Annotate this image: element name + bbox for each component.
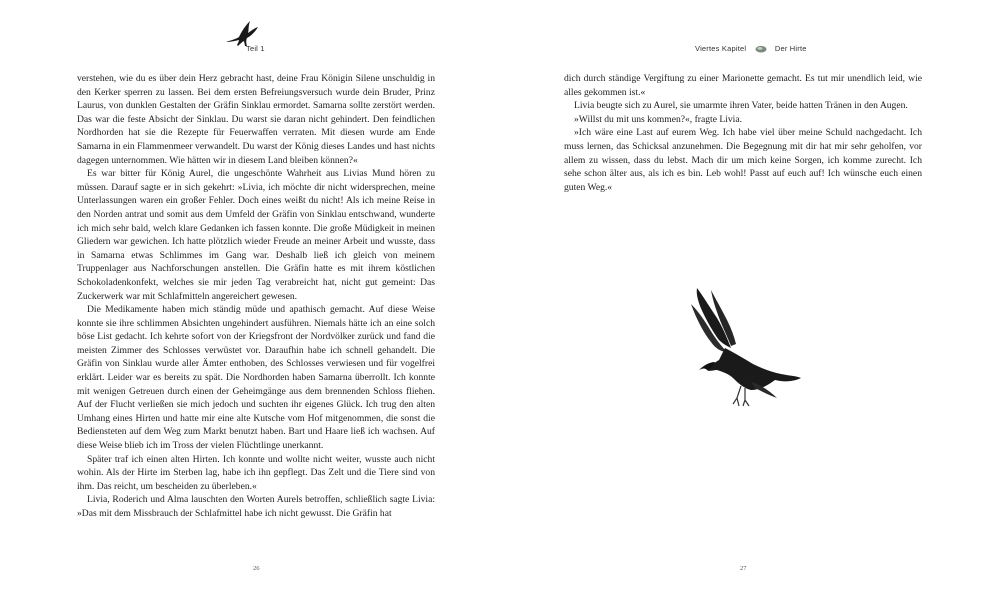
paragraph: »Ich wäre eine Last auf eurem Weg. Ich habe viel über meine Schuld nachgedacht. Ich muss lernen, das Schicksal anzunehmen. Die Begegnung mit dir hat mir sehr geholfen, vor allem zu wissen, dass du lebst. Mach dir um mich keine Sorgen, ich komme zurecht. Ich sehe schon älter aus, als ich es bin. Leb wohl! Passt auf euch auf! Ich wünsche euch einen guten Weg.« — [564, 127, 922, 193]
paragraph: »Willst du mit uns kommen?«, fragte Livia. — [574, 113, 743, 125]
paragraph: Livia beugte sich zu Aurel, sie umarmte ihren Vater, beide hatten Tränen in den Augen. — [574, 100, 908, 112]
chapter-label: Viertes Kapitel — [695, 44, 747, 53]
running-head — [695, 44, 807, 53]
paragraph: Später traf ich einen alten Hirten. Ich konnte und wollte nicht weiter, wusste auch nicht wohin. Als der Hirte im Sterben lag, habe ich ihn gepflegt. Das Zelt und die Tiere sind von ihm. Das reicht, um bescheiden zu überleben.« — [77, 453, 435, 492]
paragraph: verstehen, wie du es über dein Herz gebracht hast, deine Frau Königin Silene unschuldig in den Kerker sperren zu lassen. Bei dem ersten Befreiungsversuch wurde dein Bruder, Prinz Laurus, von dunklen Gestalten der Gräfin Sinklau ermordet. Samarna sollte zerstört werden. Das war die feste Absicht der Sinklau. Du warst sie daran nicht gehindert. Den feindlichen Nordhorden hat sie die Rezepte für Feuerwaffen verraten. Mit diesen wurde am Ende Samarna in ein Flammenmeer verwandelt. Du warst der König dieses Landes und hast nichts dagegen unternommen. Wie hätten wir in diesem Land bleiben können?« — [77, 73, 435, 166]
paragraph: Die Medikamente haben mich ständig müde und apathisch gemacht. Auf diese Weise konnte sie ihre schlimmen Absichten ungehindert ausführen. Niemals hätte ich an eine solch böse List gedacht. Ich kehrte sofort von der Kriegsfront der Nordvölker zurück und fand die meisten Zimmer des Schlosses verwüstet vor. Daraufhin habe ich schnell gehandelt. Die Gräfin von Sinklau wurde aller Ämter enthoben, des Schlosses verwiesen und für vogelfrei erklärt. Leider war es bereits zu spät. Die Nordhorden haben Samarna überrollt. Ich konnte mit wenigen Getreuen durch einen der Geheimgänge aus dem brennenden Schloss fliehen. Auf der Flucht verließen sie mich jedoch und suchten ihr eigenes Glück. Ich trug den alten Umhang eines Hirten und hatte mir eine alte Kutsche vom Hof mitgenommen, die sonst die Bediensteten auf dem Weg zum Markt benutzt haben. Bart und Haare ließ ich wachsen. Auf diese Weise blieb ich im Tross der vielen Flüchtlinge unerkannt. — [77, 304, 435, 452]
body-text — [564, 72, 922, 194]
right-page — [500, 0, 1000, 603]
stone-ornament-icon — [755, 45, 767, 53]
page-number: 26 — [253, 565, 260, 572]
paragraph: dich durch ständige Vergiftung zu einer Marionette gemacht. Es tut mir unendlich leid, wie alles gekommen ist.« — [564, 73, 922, 98]
chapter-title: Der Hirte — [774, 44, 807, 53]
page-number: 27 — [740, 565, 747, 572]
body-text — [77, 72, 435, 521]
paragraph: Livia, Roderich und Alma lauschten den Worten Aurels betroffen, schließlich sagte Livia: »Das mit dem Missbrauch der Schlafmittel habe ich nicht gewusst. Die Gräfin hat — [77, 494, 435, 519]
flying-crow-illustration — [687, 286, 802, 411]
paragraph: Es war bitter für König Aurel, die ungeschönte Wahrheit aus Livias Mund hören zu müssen. Darauf sagte er in sich gekehrt: »Livia, ich möchte dir nicht widersprechen, meine Unterlassungen waren ein großer Fehler. Doch eines weißt du nicht! Als ich meine Reise in den Norden antrat und somit aus dem Umfeld der Gräfin von Sinklau entschwand, wunderte ich mich sehr bald, welch klare Gedanken ich fassen konnte. Die große Müdigkeit in meinen Gliedern war gewichen. Ich hatte plötzlich wieder Freude an meiner Arbeit und wusste, dass in Samarna etwas Schlimmes im Gang war. Deshalb ließ ich gleich von meinem Truppenlager aus Nachforschungen anstellen. Die Gräfin hatte es mit ihrem köstlichen Schokoladenkonfekt, welches sie mir jeden Tag verabreicht hat, nicht gut gemeint: Das Zuckerwerk war mit Schlafmitteln angereichert gewesen. — [77, 168, 435, 302]
running-head: Teil 1 — [246, 44, 265, 53]
